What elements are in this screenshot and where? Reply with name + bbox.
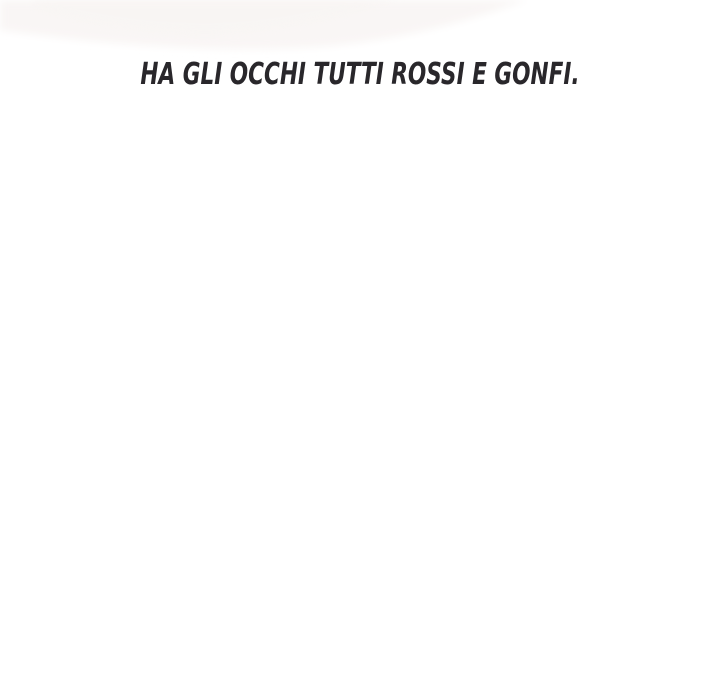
caption-text: HA GLI OCCHI TUTTI ROSSI E GONFI. bbox=[140, 57, 580, 92]
previous-panel-artwork-remnant bbox=[0, 0, 720, 60]
caption-row bbox=[0, 57, 720, 92]
